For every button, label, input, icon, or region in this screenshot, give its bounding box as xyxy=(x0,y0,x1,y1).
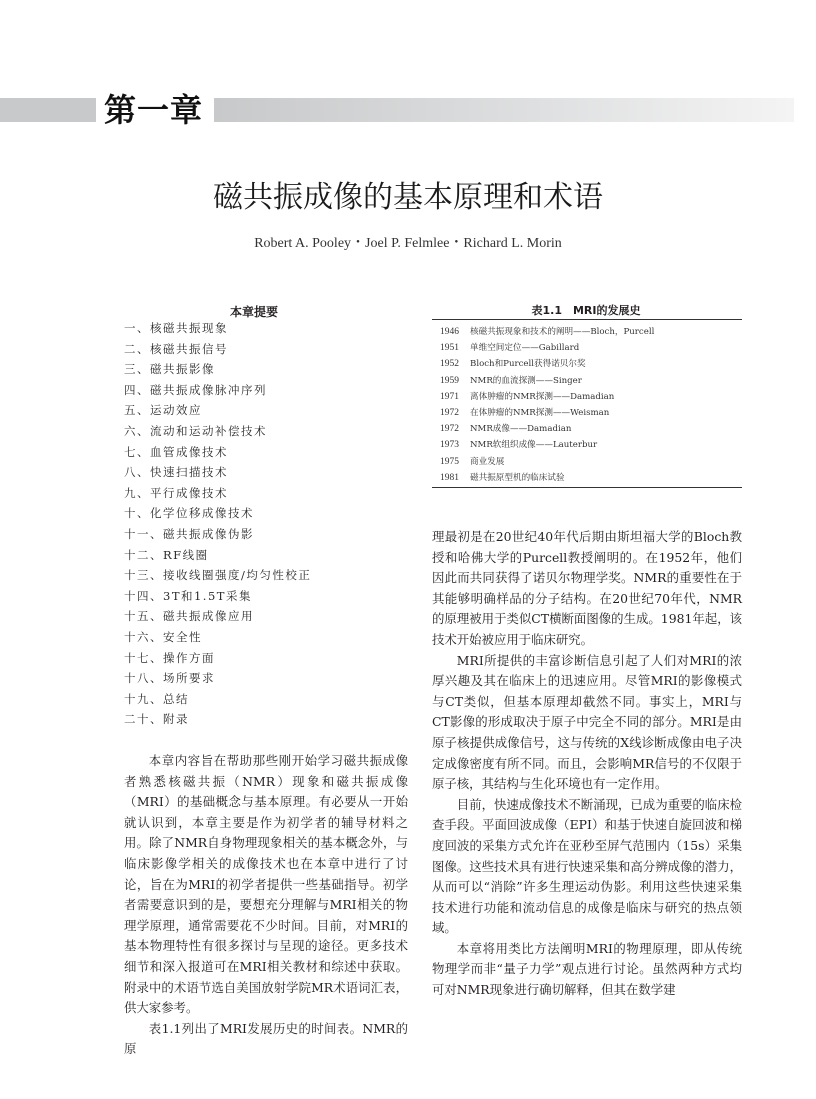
paragraph: 目前，快速成像技术不断涌现，已成为重要的临床检查手段。平面回波成像（EPI）和基于快速自旋回波和梯度回波的采集方式允许在亚秒至屏气范围内（15s）采集图像。这些技术具有进行快速采集和高分辨成像的潜力，从而可以“消除”许多生理运动伪影。利用这些快速采集技术进行功能和流动信息的成像是临床与研究的热点领域。 xyxy=(432,796,742,936)
toc-item: 六、流动和运动补偿技术 xyxy=(124,423,267,438)
toc-item: 八、快速扫描技术 xyxy=(124,465,228,480)
table-year: 1959 xyxy=(440,375,459,386)
table-year: 1972 xyxy=(440,408,459,419)
authors: Robert A. Pooley・Joel P. Felmlee・Richard L. Morin xyxy=(254,236,562,251)
table-event: NMR成像——Damadian xyxy=(470,424,572,435)
table-year: 1972 xyxy=(440,424,459,435)
table-row xyxy=(440,421,654,437)
chapter-band-right xyxy=(214,98,794,122)
table-row xyxy=(440,454,654,470)
toc-item: 十四、3T和1.5T采集 xyxy=(124,588,252,603)
body-column-right xyxy=(432,527,742,1001)
table-row xyxy=(440,405,654,421)
table-row xyxy=(440,373,654,389)
chapter-title: 磁共振成像的基本原理和术语 xyxy=(213,180,603,215)
table-title: 表1.1 MRI的发展史 xyxy=(531,304,641,317)
table-top-rule xyxy=(432,319,742,320)
toc-item: 十一、磁共振成像伪影 xyxy=(124,526,254,541)
table-event: 商业发展 xyxy=(470,456,505,467)
toc-item: 十七、操作方面 xyxy=(124,650,215,665)
toc-item: 十六、安全性 xyxy=(124,629,202,644)
table-row xyxy=(440,356,654,372)
table-year: 1971 xyxy=(440,391,459,402)
table-year: 1952 xyxy=(440,359,459,370)
table-event: 单维空间定位——Gabillard xyxy=(470,343,580,354)
table-year: 1946 xyxy=(440,327,459,337)
table-event: Bloch和Purcell获得诺贝尔奖 xyxy=(470,359,586,370)
toc-item: 十三、接收线圈强度/均匀性校正 xyxy=(124,568,312,583)
table-row xyxy=(440,470,654,486)
paragraph-continued: 理最初是在20世纪40年代后期由斯坦福大学的Bloch教授和哈佛大学的Purcell教授阐明的。在1952年，他们因此而共同获得了诺贝尔物理学奖。NMR的重要性在于其能够明确样品的分子结构。在20世纪70年代，NMR的原理被用于类似CT横断面图像的生成。1981年起，该技术开始被应用于临床研究。 xyxy=(432,529,742,647)
toc-item: 十八、场所要求 xyxy=(124,671,215,686)
toc-heading: 本章提要 xyxy=(229,305,278,319)
toc-item: 九、平行成像技术 xyxy=(124,485,228,500)
toc-item: 一、核磁共振现象 xyxy=(124,321,228,335)
paragraph: 本章内容旨在帮助那些刚开始学习磁共振成像者熟悉核磁共振（NMR）现象和磁共振成像（MRI）的基础概念与基本原理。有必要从一开始就认识到，本章主要是作为初学者的辅导材料之用。除了NMR自身物理现象相关的基本概念外，与临床影像学相关的成像技术也在本章中进行了讨论，旨在为MRI的初学者提供一些基础指导。初学者需要意识到的是，要想充分理解与MRI相关的物理学原理，通常需要花不少时间。目前，对MRI的基本物理特性有很多探讨与呈现的途径。更多技术细节和深入报道可在MRI相关教材和综述中获取。附录中的术语节选自美国放射学院MR术语词汇表，供大家参考。 xyxy=(124,753,408,1016)
table-year: 1981 xyxy=(440,472,459,483)
table-row xyxy=(440,324,654,340)
toc-item: 七、血管成像技术 xyxy=(124,444,228,459)
toc-item: 十九、总结 xyxy=(124,691,189,706)
paragraph: 表1.1列出了MRI发展历史的时间表。NMR的原 xyxy=(124,1020,408,1057)
toc-item: 五、运动效应 xyxy=(124,403,202,418)
table-year: 1975 xyxy=(440,456,459,467)
table-row xyxy=(440,340,654,356)
table-event: 磁共振原型机的临床试验 xyxy=(470,472,565,483)
table-bottom-rule xyxy=(432,487,742,488)
table-row xyxy=(440,389,654,405)
toc-item: 十、化学位移成像技术 xyxy=(124,506,254,521)
table-event: NMR的血流探测——Singer xyxy=(470,375,582,386)
table-event: NMR软组织成像——Lauterbur xyxy=(470,440,598,451)
history-table xyxy=(440,324,654,486)
toc-item: 二、核磁共振信号 xyxy=(124,341,228,356)
toc-item: 四、磁共振成像脉冲序列 xyxy=(124,382,267,397)
table-event: 离体肿瘤的NMR探测——Damadian xyxy=(470,391,615,402)
table-event: 核磁共振现象和技术的阐明——Bloch，Purcell xyxy=(470,327,655,337)
table-event: 在体肿瘤的NMR探测——Weisman xyxy=(470,408,610,419)
table-row xyxy=(440,437,654,453)
table-year: 1951 xyxy=(440,343,459,354)
chapter-number: 第一章 xyxy=(104,91,204,129)
paragraph: 本章将用类比方法阐明MRI的物理原理，即从传统物理学而非“量子力学”观点进行讨论。虽然两种方式均可对NMR现象进行确切解释，但其在数学建 xyxy=(432,940,742,998)
toc-item: 十五、磁共振成像应用 xyxy=(124,609,254,624)
toc-item: 三、磁共振影像 xyxy=(124,362,215,377)
toc-list xyxy=(124,318,311,730)
table-year: 1973 xyxy=(440,440,459,451)
paragraph: MRI所提供的丰富诊断信息引起了人们对MRI的浓厚兴趣及其在临床上的迅速应用。尽管MRI的影像模式与CT类似，但基本原理却截然不同。事实上，MRI与CT影像的形成取决于原子中完全不同的部分。MRI是由原子核提供成像信号，这与传统的X线诊断成像由电子决定成像密度有所不同。而且，会影响MR信号的不仅限于原子核，其结构与生化环境也有一定作用。 xyxy=(432,652,742,792)
body-column-left xyxy=(124,751,408,1060)
toc-item: 二十、附录 xyxy=(124,712,189,727)
chapter-band-left xyxy=(0,98,96,122)
toc-item: 十二、RF线圈 xyxy=(124,547,209,562)
